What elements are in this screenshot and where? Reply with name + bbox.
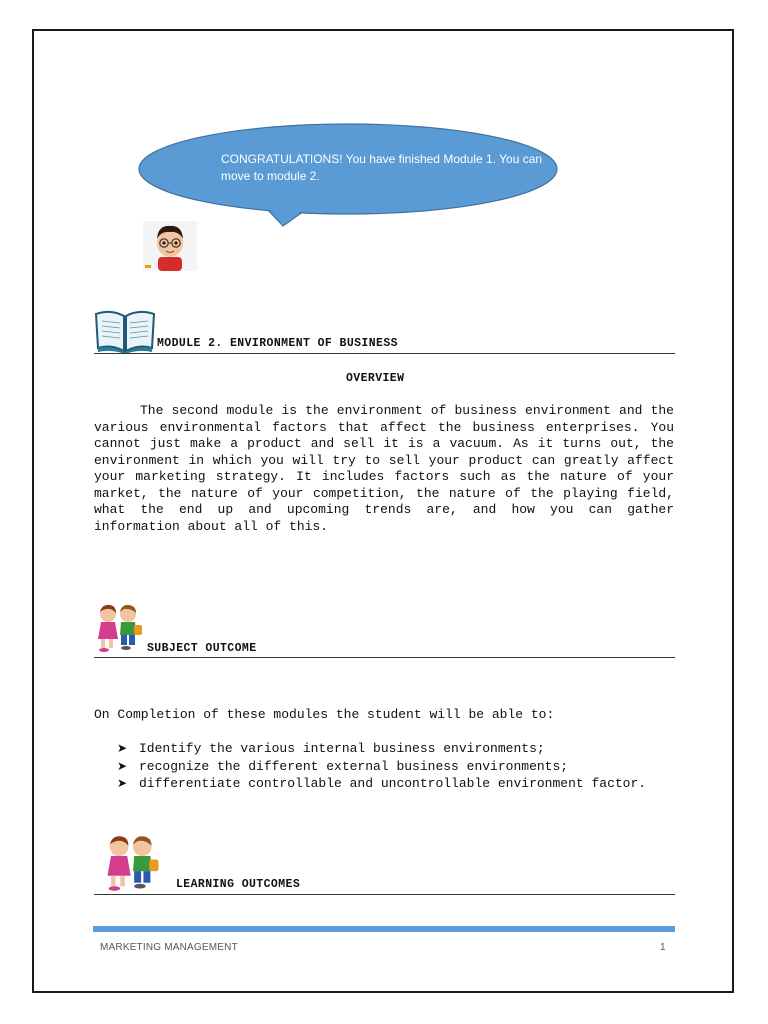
learning-outcomes-heading: LEARNING OUTCOMES — [176, 878, 301, 891]
arrow-bullet-icon: ➤ — [117, 758, 128, 773]
module-title: MODULE 2. ENVIRONMENT OF BUSINESS — [157, 337, 398, 350]
page-number: 1 — [660, 942, 666, 953]
footer-course-title: MARKETING MANAGEMENT — [100, 942, 238, 953]
list-item-text: recognize the different external business environments; — [139, 758, 569, 774]
list-item — [117, 775, 675, 793]
open-book-icon — [94, 306, 156, 354]
overview-heading: OVERVIEW — [346, 372, 405, 385]
list-item — [117, 758, 675, 776]
overview-paragraph: The second module is the environment of business environment and the various environmental factors that affect the business enterprises. You cannot just make a product and sell it is a vacuum. As it turns out, the environment in which you will try to sell your product can greatly affect your marketing strategy. It includes factors such as the nature of your market, the nature of your competition, the nature of the playing field, what the end up and upcoming trends are, and how you can gather information about all of this. — [94, 403, 674, 534]
list-item — [117, 740, 675, 758]
list-item-text: Identify the various internal business environments; — [139, 741, 545, 756]
arrow-bullet-icon: ➤ — [117, 776, 128, 790]
outcome-intro: On Completion of these modules the student will be able to: — [94, 707, 555, 722]
kids-icon — [100, 834, 166, 897]
module-title-rule — [94, 353, 675, 354]
subject-outcome-heading: SUBJECT OUTCOME — [147, 642, 257, 655]
list-item-text: differentiate controllable and uncontrollable environment factor. — [139, 776, 647, 791]
kids-icon — [94, 603, 146, 658]
subject-outcome-rule — [94, 657, 675, 658]
arrow-bullet-icon: ➤ — [117, 741, 128, 755]
boy-avatar-icon — [143, 221, 197, 271]
learning-outcomes-rule — [94, 894, 675, 895]
footer-bar — [93, 926, 675, 932]
callout-text: CONGRATULATIONS! You have finished Module 1. You can move to module 2. — [221, 152, 543, 183]
outcome-list — [117, 740, 675, 793]
